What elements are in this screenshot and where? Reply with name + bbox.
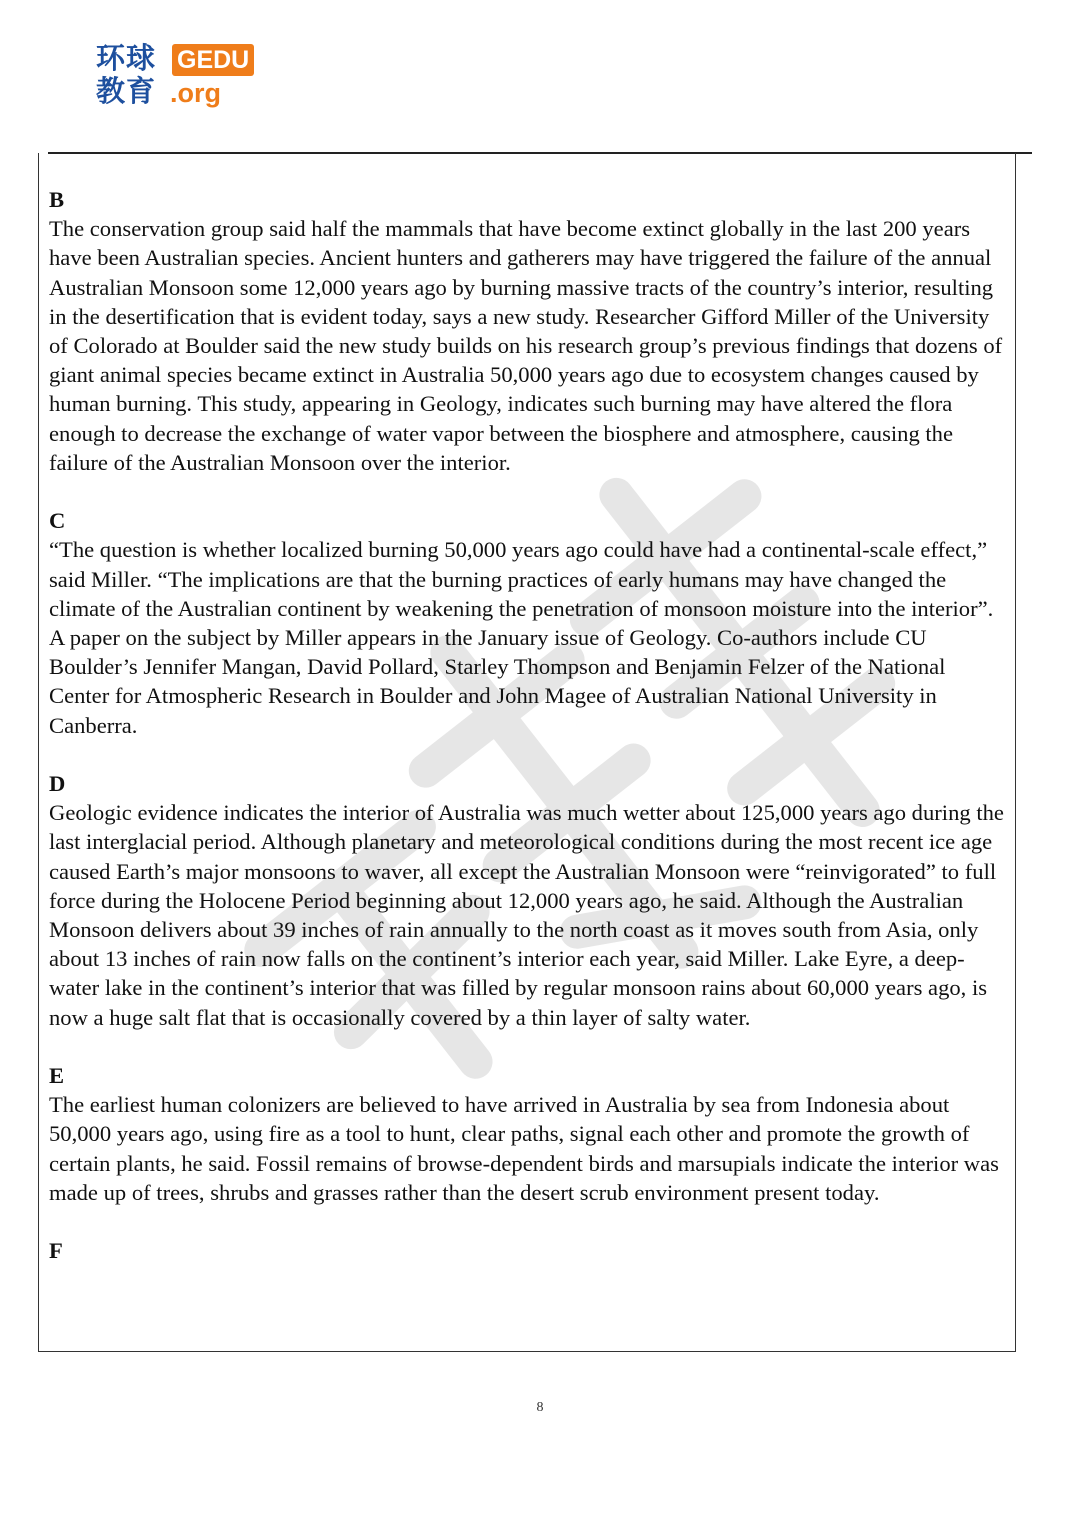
section-d [49, 769, 1011, 1032]
section-letter: C [49, 508, 66, 534]
section-b [49, 185, 1011, 477]
gedu-logo [96, 42, 266, 110]
logo-chinese-text: 环球 教育 [96, 41, 157, 108]
section-letter: D [49, 771, 66, 797]
section-e [49, 1061, 1011, 1207]
section-letter: E [49, 1063, 65, 1089]
logo-org-text: .org [170, 78, 221, 108]
document-body [49, 185, 1011, 1295]
page-number: 8 [536, 1400, 544, 1415]
section-c [49, 506, 1011, 740]
section-paragraph: The conservation group said half the mammals that have become extinct globally in the last 200 years have been Australian species. Ancient hunters and gatherers may have triggered the failure of the annual Australian Monsoon some 12,000 years ago by burning massive tracts of the country’s interior, resulting in the desertification that is evident today, says a new study. Researcher Gifford Miller of the University of Colorado at Boulder said the new study builds on his research group’s previous findings that dozens of giant animal species became extinct in Australia 50,000 years ago due to ecosystem changes caused by human burning. This study, appearing in Geology, indicates such burning may have altered the flora enough to decrease the exchange of water vapor between the biosphere and atmosphere, causing the failure of the Australian Monsoon over the interior. [49, 216, 1003, 475]
section-paragraph: “The question is whether localized burning 50,000 years ago could have had a continental-scale effect,” said Miller. “The implications are that the burning practices of early humans may have changed the climate of the Australian continent by weakening the penetration of monsoon moisture into the interior”. A paper on the subject by Miller appears in the January issue of Geology. Co-authors include CU Boulder’s Jennifer Mangan, David Pollard, Starley Thompson and Benjamin Felzer of the National Center for Atmospheric Research in Boulder and John Magee of Australian National University in Canberra. [49, 537, 994, 738]
section-paragraph: The earliest human colonizers are believed to have arrived in Australia by sea from Indonesia about 50,000 years ago, using fire as a tool to hunt, clear paths, signal each other and promote the growth of certain plants, he said. Fossil remains of browse-dependent birds and marsupials indicate the interior was made up of trees, shrubs and grasses rather than the desert scrub environment present today. [49, 1092, 999, 1205]
section-letter: B [49, 187, 65, 212]
section-f [49, 1236, 1011, 1265]
section-paragraph: Geologic evidence indicates the interior of Australia was much wetter about 125,000 years ago during the last interglacial period. Although planetary and meteorological conditions during the most recent ice age caused Earth’s major monsoons to waver, all except the Australian Monsoon were “reinvigorated” to full force during the Holocene Period beginning about 12,000 years ago, he said. Although the Australian Monsoon delivers about 39 inches of rain annually to the north coast as it moves south from Asia, only about 13 inches of rain now falls on the continent’s interior each year, said Miller. Lake Eyre, a deep-water lake in the continent’s interior that was filled by regular monsoon rains about 60,000 years ago, is now a huge salt flat that is occasionally covered by a thin layer of salty water. [49, 800, 1004, 1030]
section-letter: F [49, 1238, 63, 1264]
logo-gedu-badge: GEDU [172, 44, 254, 76]
